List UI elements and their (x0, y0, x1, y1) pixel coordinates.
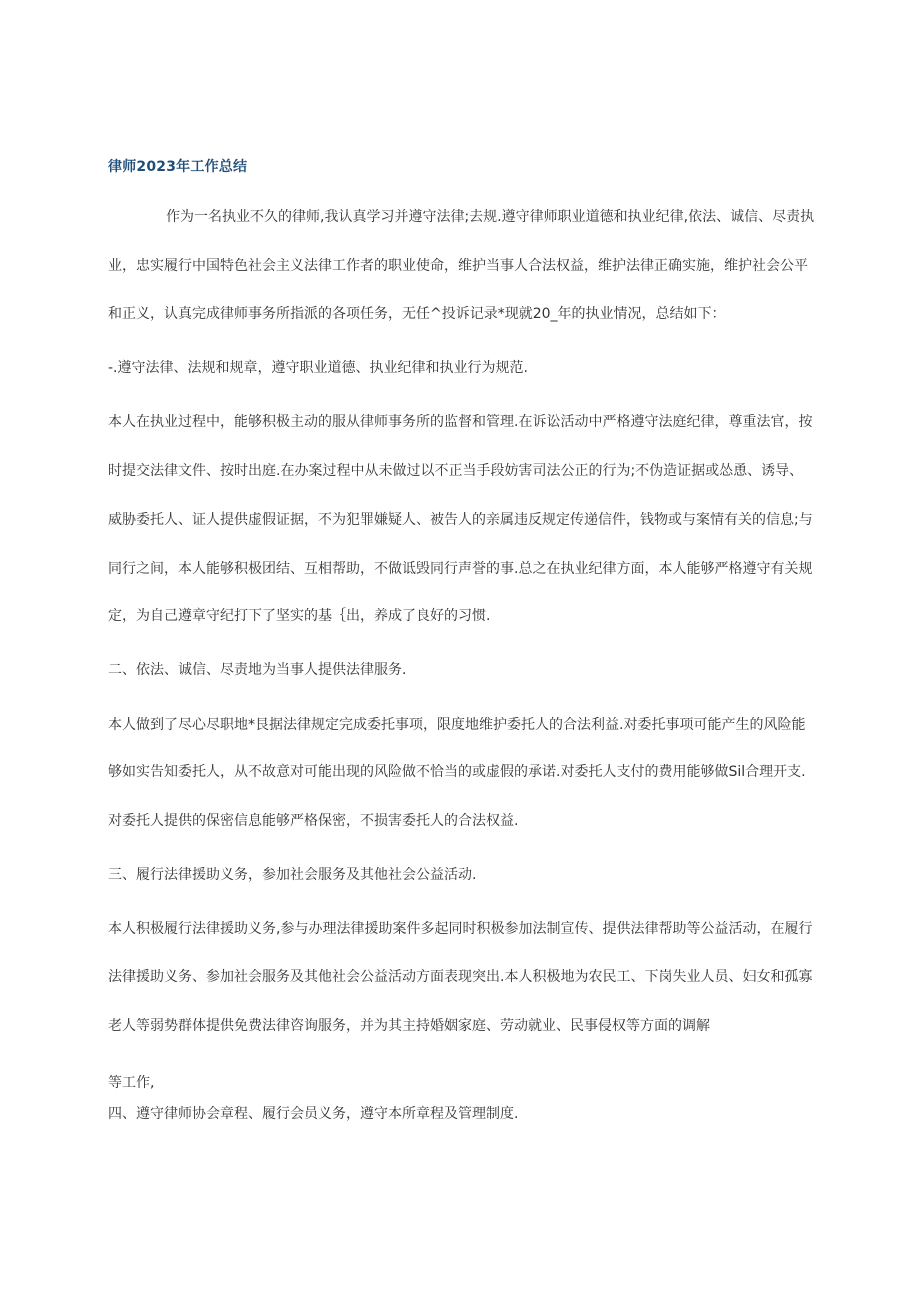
paragraph-line: 本人在执业过程中，能够积极主动的服从律师事务所的监督和管理.在诉讼活动中严格遵守法庭纪律，尊重法官，按 (108, 414, 813, 430)
section-heading: -.遵守法律、法规和规章，遵守职业道德、执业纪律和执业行为规范. (108, 360, 528, 376)
paragraph-line: 威胁委托人、证人提供虚假证据，不为犯罪嫌疑人、被告人的亲属违反规定传递信件，钱物或与案情有关的信息;与 (108, 512, 813, 528)
paragraph-line: 老人等弱势群体提供免费法律咨询服务，并为其主持婚姻家庭、劳动就业、民事侵权等方面的调解 (108, 1018, 710, 1034)
paragraph-line: 本人积极履行法律援助义务,参与办理法律援助案件多起同时积极参加法制宣传、提供法律帮助等公益活动，在履行 (108, 921, 813, 937)
section-heading: 三、履行法律援助义务，参加社会服务及其他社会公益活动. (108, 867, 477, 883)
document-title: 律师2023年工作总结 (108, 159, 248, 175)
paragraph-line: 和正义，认真完成律师事务所指派的各项任务，无任^投诉记录*现就20_年的执业情况，总结如下： (108, 306, 726, 322)
paragraph-line: 等工作, (108, 1075, 155, 1091)
paragraph-line: 作为一名执业不久的律师,我认真学习并遵守法律;去规.遵守律师职业道德和执业纪律,依法、诚信、尽责执 (166, 209, 815, 225)
paragraph-line: 同行之间，本人能够积极团结、互相帮助，不做诋毁同行声誉的事.总之在执业纪律方面，本人能够严格遵守有关规 (108, 561, 813, 577)
paragraph-line: 对委托人提供的保密信息能够严格保密，不损害委托人的合法权益. (108, 813, 519, 829)
paragraph-line: 够如实告知委托人，从不故意对可能出现的风险做不恰当的或虚假的承诺.对委托人支付的费用能够做Sil合理开支. (108, 764, 806, 780)
paragraph-line: 定，为自己遵章守纪打下了坚实的基｛出，养成了良好的习惯. (108, 608, 491, 624)
paragraph-line: 业，忠实履行中国特色社会主义法律工作者的职业使命，维护当事人合法权益，维护法律正确实施，维护社会公平 (108, 258, 808, 274)
paragraph-line: 时提交法律文件、按时出庭.在办案过程中从未做过以不正当手段妨害司法公正的行为;不伪造证据或怂恿、诱导、 (108, 463, 804, 479)
paragraph-line: 本人做到了尽心尽职地*艮据法律规定完成委托事项，限度地维护委托人的合法利益.对委托事项可能产生的风险能 (108, 717, 806, 733)
section-heading: 二、依法、诚信、尽责地为当事人提供法律服务. (108, 662, 407, 678)
paragraph-line: 法律援助义务、参加社会服务及其他社会公益活动方面表现突出.本人积极地为农民工、下岗失业人员、妇女和孤寡 (108, 969, 813, 985)
section-heading: 四、遵守律师协会章程、履行会员义务，遵守本所章程及管理制度. (108, 1106, 519, 1122)
